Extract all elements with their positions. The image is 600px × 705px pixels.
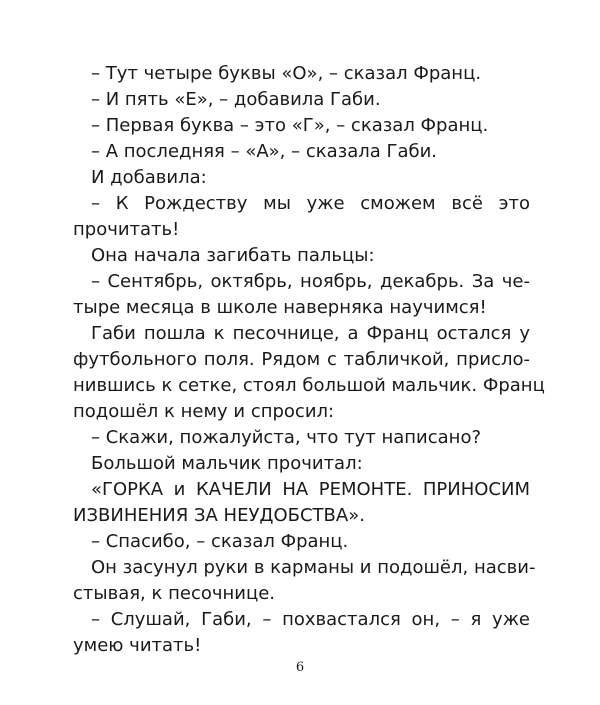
text-line: Он засунул руки в карманы и подошёл, насви- [91, 557, 536, 578]
text-line: подошёл к нему и спросил: [73, 401, 335, 422]
text-line: – Спасибо, – сказал Франц. [91, 531, 349, 552]
text-line: ИЗВИНЕНИЯ ЗА НЕУДОБСТВА». [73, 505, 365, 526]
text-line: Она начала загибать пальцы: [91, 245, 375, 266]
page-body [73, 61, 545, 659]
text-line: – Первая буква – это «Г», – сказал Франц. [91, 115, 489, 136]
text-line: – И пять «Е», – добавила Габи. [91, 89, 381, 110]
text-line: И добавила: [91, 167, 207, 188]
text-line: стывая, к песочнице. [73, 583, 275, 604]
page-number: 6 [295, 660, 305, 675]
text-line: нившись к сетке, стоял большой мальчик. Франц [73, 375, 545, 396]
text-line: – Слушай, Габи, – похвастался он, – я уже [91, 609, 530, 630]
text-line: прочитать! [73, 219, 180, 240]
text-line: – А последняя – «А», – сказала Габи. [91, 141, 438, 162]
text-line: футбольного поля. Рядом с табличкой, присло- [73, 349, 530, 370]
text-line: – Скажи, пожалуйста, что тут написано? [91, 427, 482, 448]
text-line: – Тут четыре буквы «О», – сказал Франц. [91, 63, 482, 84]
text-line: – Сентябрь, октябрь, ноябрь, декабрь. За че- [91, 271, 530, 292]
text-line: Габи пошла к песочнице, а Франц остался у [91, 323, 530, 344]
text-line: – К Рождеству мы уже сможем всё это [91, 193, 530, 214]
text-line: умею читать! [73, 635, 202, 656]
text-line: «ГОРКА и КАЧЕЛИ НА РЕМОНТЕ. ПРИНОСИМ [91, 479, 530, 500]
text-line: тыре месяца в школе наверняка научимся! [73, 297, 487, 318]
text-line: Большой мальчик прочитал: [91, 453, 363, 474]
